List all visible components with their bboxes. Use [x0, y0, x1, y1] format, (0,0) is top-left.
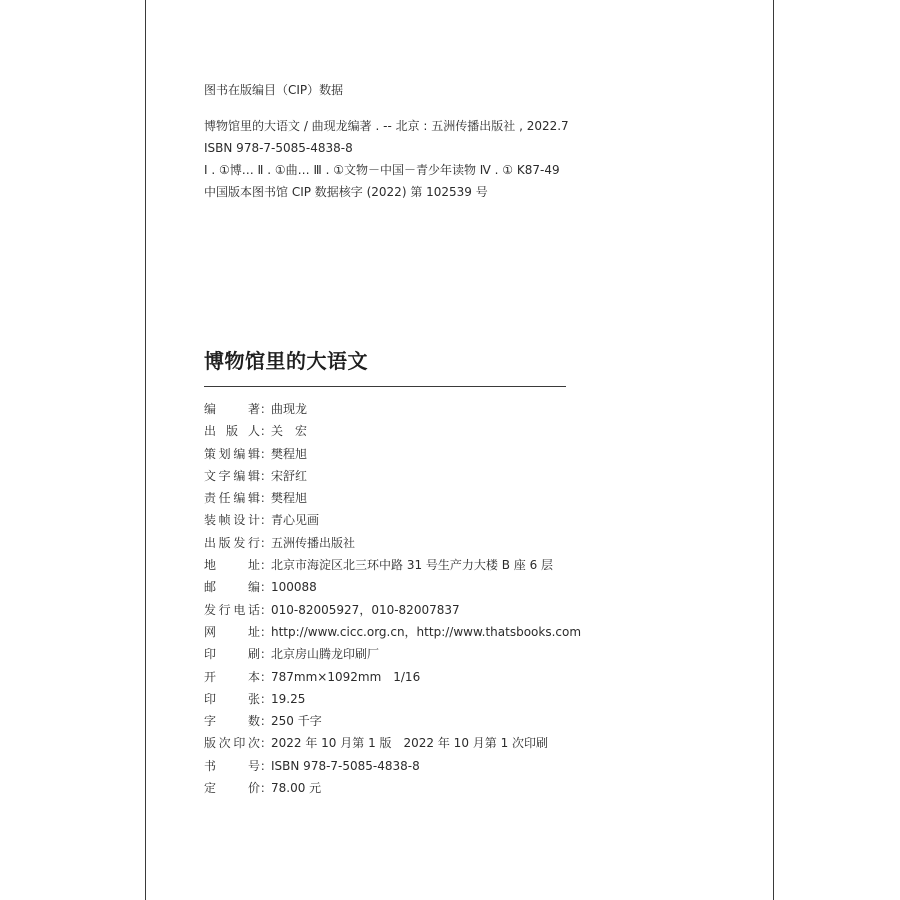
credit-value: ISBN 978-7-5085-4838-8	[271, 758, 420, 773]
credit-value: 787mm×1092mm 1/16	[271, 669, 421, 684]
credit-label-char: 编	[233, 468, 246, 483]
credit-row	[204, 465, 581, 487]
credit-label-char: 划	[218, 446, 231, 461]
cip-data-block	[204, 79, 569, 203]
credit-value: 19.25	[271, 691, 306, 706]
credit-colon: ：	[260, 736, 273, 751]
credit-colon: ：	[260, 714, 273, 729]
credit-colon: ：	[260, 558, 273, 573]
credit-row	[204, 710, 581, 732]
credit-label-char: 次	[247, 736, 260, 751]
credit-label-char: 著	[247, 402, 260, 416]
credit-label	[204, 599, 260, 621]
credit-row	[204, 420, 581, 442]
credit-label-char: 网	[204, 624, 217, 639]
credit-label-char: 号	[247, 758, 260, 773]
credit-label-char: 辑	[247, 468, 260, 483]
credit-row	[204, 576, 581, 598]
cip-line-isbn: ISBN 978-7-5085-4838-8	[204, 141, 353, 155]
credit-label-char: 文	[204, 468, 217, 483]
credit-value: 五洲传播出版社	[271, 535, 356, 550]
credit-label-char: 数	[247, 714, 260, 729]
credit-label-char: 次	[218, 736, 231, 751]
credit-colon: ：	[260, 669, 273, 684]
credit-row	[204, 398, 581, 420]
credit-value: 78.00 元	[271, 781, 322, 796]
credit-colon: ：	[260, 602, 273, 617]
credit-label	[204, 487, 260, 509]
credit-label-char: 行	[247, 535, 260, 550]
credit-label	[204, 732, 260, 754]
credit-label-char: 地	[204, 558, 217, 573]
credit-colon: ：	[260, 513, 273, 528]
credit-label-char: 计	[247, 513, 260, 528]
credit-colon: ：	[260, 647, 273, 662]
cip-heading: 图书在版编目（CIP）数据	[204, 83, 344, 97]
credit-label-char: 人	[247, 424, 260, 439]
credit-label-char: 任	[218, 491, 231, 506]
credits-list	[204, 398, 581, 799]
credit-label	[204, 443, 260, 465]
credit-label-char: 本	[247, 669, 260, 684]
credit-label-char: 策	[204, 446, 217, 461]
credit-label-char: 印	[204, 647, 217, 662]
credit-label	[204, 465, 260, 487]
credit-colon: ：	[260, 580, 273, 595]
credit-label	[204, 554, 260, 576]
credit-colon: ：	[260, 402, 273, 416]
credit-value: 樊程旭	[271, 491, 308, 506]
credit-row	[204, 666, 581, 688]
credit-label-char: 印	[204, 691, 217, 706]
credit-label-char: 出	[204, 424, 217, 439]
credit-value: 曲现龙	[271, 402, 308, 416]
book-title: 博物馆里的大语文	[204, 349, 368, 373]
credit-label-char: 设	[233, 513, 246, 528]
credit-colon: ：	[260, 624, 273, 639]
credit-value: 樊程旭	[271, 446, 308, 461]
credit-label-char: 责	[204, 491, 217, 506]
credit-colon: ：	[260, 446, 273, 461]
credit-value: 北京市海淀区北三环中路 31 号生产力大楼 B 座 6 层	[271, 558, 554, 573]
credit-label	[204, 532, 260, 554]
title-divider	[204, 386, 566, 387]
credit-row	[204, 443, 581, 465]
credit-row	[204, 487, 581, 509]
credit-label	[204, 666, 260, 688]
credit-value: 青心见画	[271, 513, 320, 528]
credit-value: 010-82005927，010-82007837	[271, 602, 460, 617]
credit-row	[204, 777, 581, 799]
credit-label-char: 编	[233, 491, 246, 506]
credit-row	[204, 554, 581, 576]
credit-label-char: 帧	[218, 513, 231, 528]
credit-row	[204, 643, 581, 665]
credit-label-char: 行	[218, 602, 231, 617]
credit-row	[204, 509, 581, 531]
credit-label-char: 字	[218, 468, 231, 483]
credit-label-char: 电	[233, 602, 246, 617]
credit-value: 宋舒红	[271, 468, 308, 483]
credit-colon: ：	[260, 535, 273, 550]
credit-label-char: 辑	[247, 491, 260, 506]
credit-label-char: 编	[233, 446, 246, 461]
credit-value: 2022 年 10 月第 1 版 2022 年 10 月第 1 次印刷	[271, 736, 549, 751]
credit-label-char: 张	[247, 691, 260, 706]
credit-label-char: 发	[204, 602, 217, 617]
credit-label-char: 版	[218, 535, 231, 550]
credit-label	[204, 509, 260, 531]
credit-label-char: 书	[204, 758, 217, 773]
credit-row	[204, 532, 581, 554]
credit-label-char: 刷	[247, 647, 260, 662]
credit-value: 250 千字	[271, 714, 322, 729]
credit-row	[204, 732, 581, 754]
credit-value: http://www.cicc.org.cn，http://www.thatsbooks.com	[271, 624, 582, 639]
credit-colon: ：	[260, 691, 273, 706]
credit-label-char: 印	[233, 736, 246, 751]
credit-colon: ：	[260, 781, 273, 796]
credit-label-char: 字	[204, 714, 217, 729]
cip-line-classification: Ⅰ . ①博… Ⅱ . ①曲… Ⅲ . ①文物－中国－青少年读物 Ⅳ . ① K87-49	[204, 163, 560, 177]
credit-label-char: 邮	[204, 580, 217, 595]
credit-label	[204, 777, 260, 799]
credit-value: 北京房山腾龙印刷厂	[271, 647, 380, 662]
credit-colon: ：	[260, 424, 273, 439]
credit-label	[204, 688, 260, 710]
credit-colon: ：	[260, 468, 273, 483]
credit-label	[204, 576, 260, 598]
credit-label-char: 编	[247, 580, 260, 595]
credit-label	[204, 420, 260, 442]
cip-line-title: 博物馆里的大语文 / 曲现龙编著 . -- 北京 : 五洲传播出版社 , 2022.7	[204, 119, 569, 133]
book-page	[145, 0, 774, 900]
credit-label-char: 出	[204, 535, 217, 550]
credit-label-char: 装	[204, 513, 217, 528]
credit-label-char: 价	[247, 781, 260, 796]
credit-label-char: 定	[204, 781, 217, 796]
credit-label-char: 版	[225, 424, 238, 439]
credit-label	[204, 621, 260, 643]
credit-label-char: 址	[247, 558, 260, 573]
credit-row	[204, 621, 581, 643]
credit-row	[204, 688, 581, 710]
credit-label	[204, 643, 260, 665]
credit-label-char: 开	[204, 669, 217, 684]
credit-value: 关 宏	[271, 424, 308, 439]
credit-label-char: 编	[204, 402, 217, 416]
credit-label-char: 发	[233, 535, 246, 550]
credit-label	[204, 710, 260, 732]
credit-label	[204, 398, 260, 420]
credit-label	[204, 755, 260, 777]
credit-colon: ：	[260, 758, 273, 773]
credit-colon: ：	[260, 491, 273, 506]
credit-label-char: 版	[204, 736, 217, 751]
credit-label-char: 址	[247, 624, 260, 639]
cip-line-record-number: 中国版本图书馆 CIP 数据核字 (2022) 第 102539 号	[204, 185, 488, 199]
credit-value: 100088	[271, 580, 317, 595]
credit-label-char: 话	[247, 602, 260, 617]
credit-label-char: 辑	[247, 446, 260, 461]
credit-row	[204, 755, 581, 777]
credit-row	[204, 599, 581, 621]
